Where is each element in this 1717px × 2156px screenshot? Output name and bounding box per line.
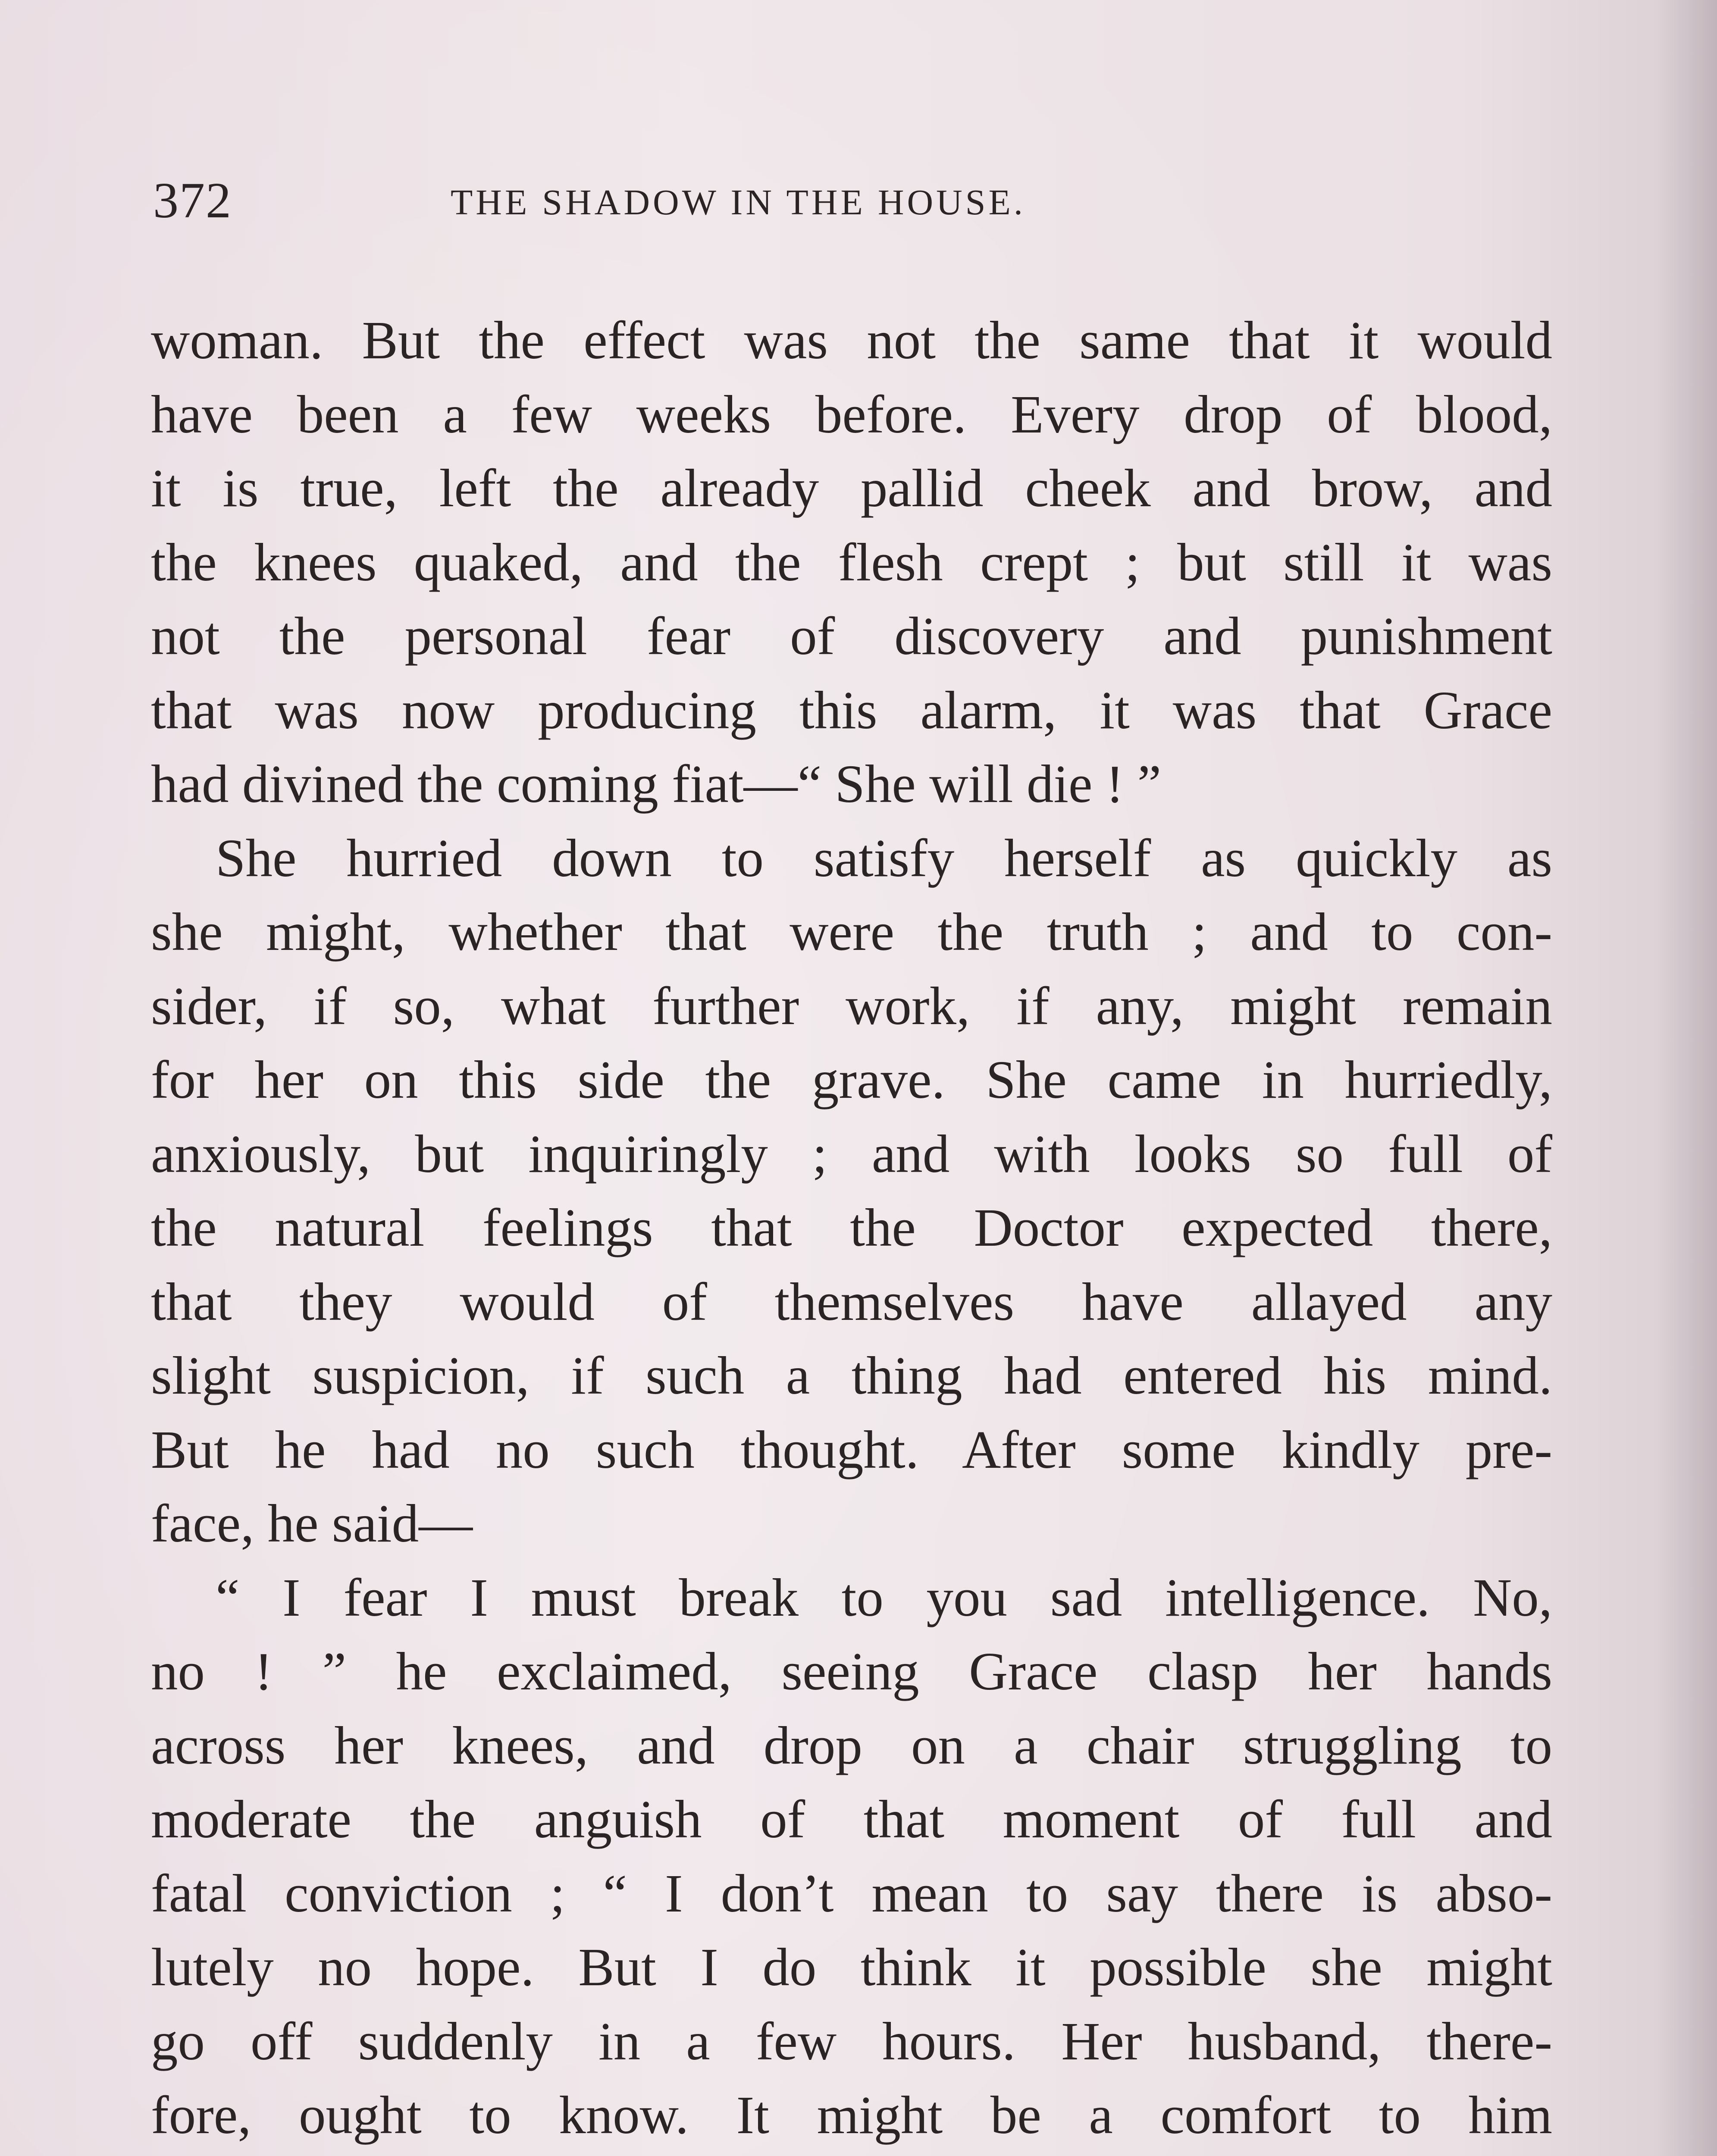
text-line: that they would of themselves have allayed any <box>151 1272 1552 1332</box>
text-line: the knees quaked, and the flesh crept ; but still it was <box>151 533 1552 592</box>
text-line: face, he said— <box>151 1494 473 1554</box>
running-title: THE SHADOW IN THE HOUSE. <box>451 182 1026 222</box>
text-line: go off suddenly in a few hours. Her husband, there- <box>151 2012 1552 2071</box>
text-line: have been a few weeks before. Every drop of blood, <box>151 385 1552 445</box>
text-line <box>151 2153 1552 2156</box>
body-text <box>151 304 1552 2156</box>
text-line: sider, if so, what further work, if any, might remain <box>151 976 1552 1036</box>
text-line: no ! ” he exclaimed, seeing Grace clasp her hands <box>151 1642 1552 1702</box>
text-line: had divined the coming fiat—“ She will die ! ” <box>151 755 1162 814</box>
text-line: not the personal fear of discovery and punishment <box>151 607 1552 666</box>
text-line: for her on this side the grave. She came in hurriedly, <box>151 1050 1552 1110</box>
text-line: anxiously, but inquiringly ; and with looks so full of <box>151 1124 1552 1184</box>
text-line: “ I fear I must break to you sad intelligence. No, <box>216 1568 1552 1628</box>
text-line: across her knees, and drop on a chair struggling to <box>151 1716 1552 1776</box>
running-head <box>153 170 1550 231</box>
text-line: But he had no such thought. After some kindly pre- <box>151 1420 1552 1480</box>
text-line: fore, ought to know. It might be a comfort to him <box>151 2086 1552 2145</box>
page-edge-shadow <box>1657 0 1717 2156</box>
text-line: fatal conviction ; “ I don’t mean to say there is abso- <box>151 1864 1552 1924</box>
page-number: 372 <box>153 172 232 229</box>
text-line: woman. But the effect was not the same that it would <box>151 311 1552 370</box>
text-line: moderate the anguish of that moment of full and <box>151 1790 1552 1849</box>
text-line: it is true, left the already pallid cheek and brow, and <box>151 459 1552 518</box>
text-line: she might, whether that were the truth ; and to con- <box>151 903 1552 962</box>
text-line: slight suspicion, if such a thing had entered his mind. <box>151 1346 1552 1406</box>
text-line: lutely no hope. But I do think it possible she might <box>151 1938 1552 1997</box>
text-line: the natural feelings that the Doctor expected there, <box>151 1198 1552 1258</box>
text-line: that was now producing this alarm, it was that Grace <box>151 680 1552 740</box>
text-line: She hurried down to satisfy herself as quickly as <box>216 828 1552 888</box>
